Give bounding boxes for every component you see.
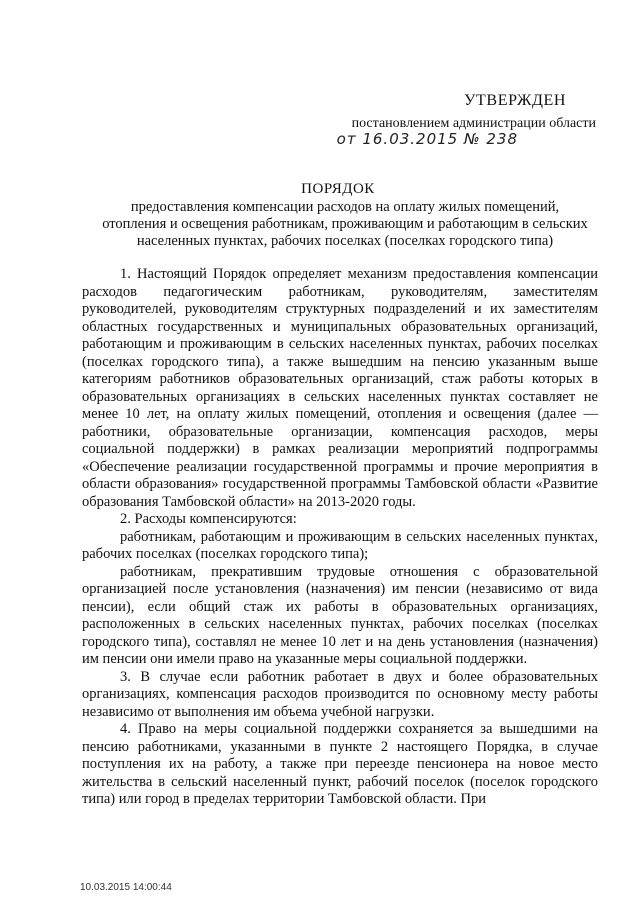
approval-line: постановлением администрации области: [351, 116, 596, 131]
subtitle-line: предоставления компенсации расходов на оплату жилых помещений,: [130, 199, 560, 215]
print-timestamp: 10.03.2015 14:00:44: [80, 882, 172, 893]
subtitle-line: населенных пунктах, рабочих поселках (поселках городского типа): [136, 233, 554, 249]
paragraph-1: 1. Настоящий Порядок определяет механизм предоставления компенсации расходов педагогическим работникам, руководителям, заместителям руководителей, руководителям структурных подразделений и их заместителям областных государственных и муниципальных образовательных организаций, работающим и проживающим в сельских населенных пунктах, рабочих поселках (поселках городского типа), а также вышедшим на пенсию указанным выше категориям работников образовательных организаций, стаж работы которых в образовательных организациях в сельских населенных пунктах составляет не менее 10 лет, на оплату жилых помещений, отопления и освещения (далее — работники, образовательные организации, компенсация расходов, меры социальной поддержки) в рамках реализации мероприятий подпрограммы «Обеспечение реализации государственной программы и прочие мероприятия в области образования» государственной программы Тамбовской области «Развитие образования Тамбовской области» на 2013-2020 годы.: [82, 266, 598, 510]
paragraph-2: 2. Расходы компенсируются:: [120, 511, 297, 527]
paragraph-2b: работникам, прекратившим трудовые отношения с образовательной организацией после установления (назначения) им пенсии (независимо от вида пенсии), если общий стаж их работы в образовательных организациях, расположенных в сельских населенных пунктах, рабочих поселках (поселках городского типа), составлял не менее 10 лет и на день установления (назначения) им пенсии они имели право на указанные меры социальной поддержки.: [82, 563, 598, 667]
handwritten-date-number: от 16.03.2015 № 238: [336, 130, 518, 148]
paragraph-4: 4. Право на меры социальной поддержки сохраняется за вышедшими на пенсию работниками, указанными в пункте 2 настоящего Порядка, в случае поступления их на работу, а также при переезде пенсионера на новое место жительства в сельский населенный пункт, рабочий поселок (поселок городского типа) или город в пределах территории Тамбовской области. При: [82, 721, 598, 807]
document-subtitle: [78, 199, 612, 250]
approval-block: [337, 92, 596, 148]
document-title: ПОРЯДОК: [301, 181, 375, 197]
document-body: [82, 266, 598, 809]
paragraph-3: 3. В случае если работник работает в двух и более образовательных организациях, компенсация расходов производится по основному месту работы независимо от выполнения им объема учебной нагрузки.: [82, 668, 598, 720]
approval-title: УТВЕРЖДЕН: [464, 92, 566, 109]
subtitle-line: отопления и освещения работникам, проживающим и работающим в сельских: [102, 216, 588, 232]
paragraph-2a: работникам, работающим и проживающим в сельских населенных пунктах, рабочих поселках (поселках городского типа);: [82, 528, 598, 562]
